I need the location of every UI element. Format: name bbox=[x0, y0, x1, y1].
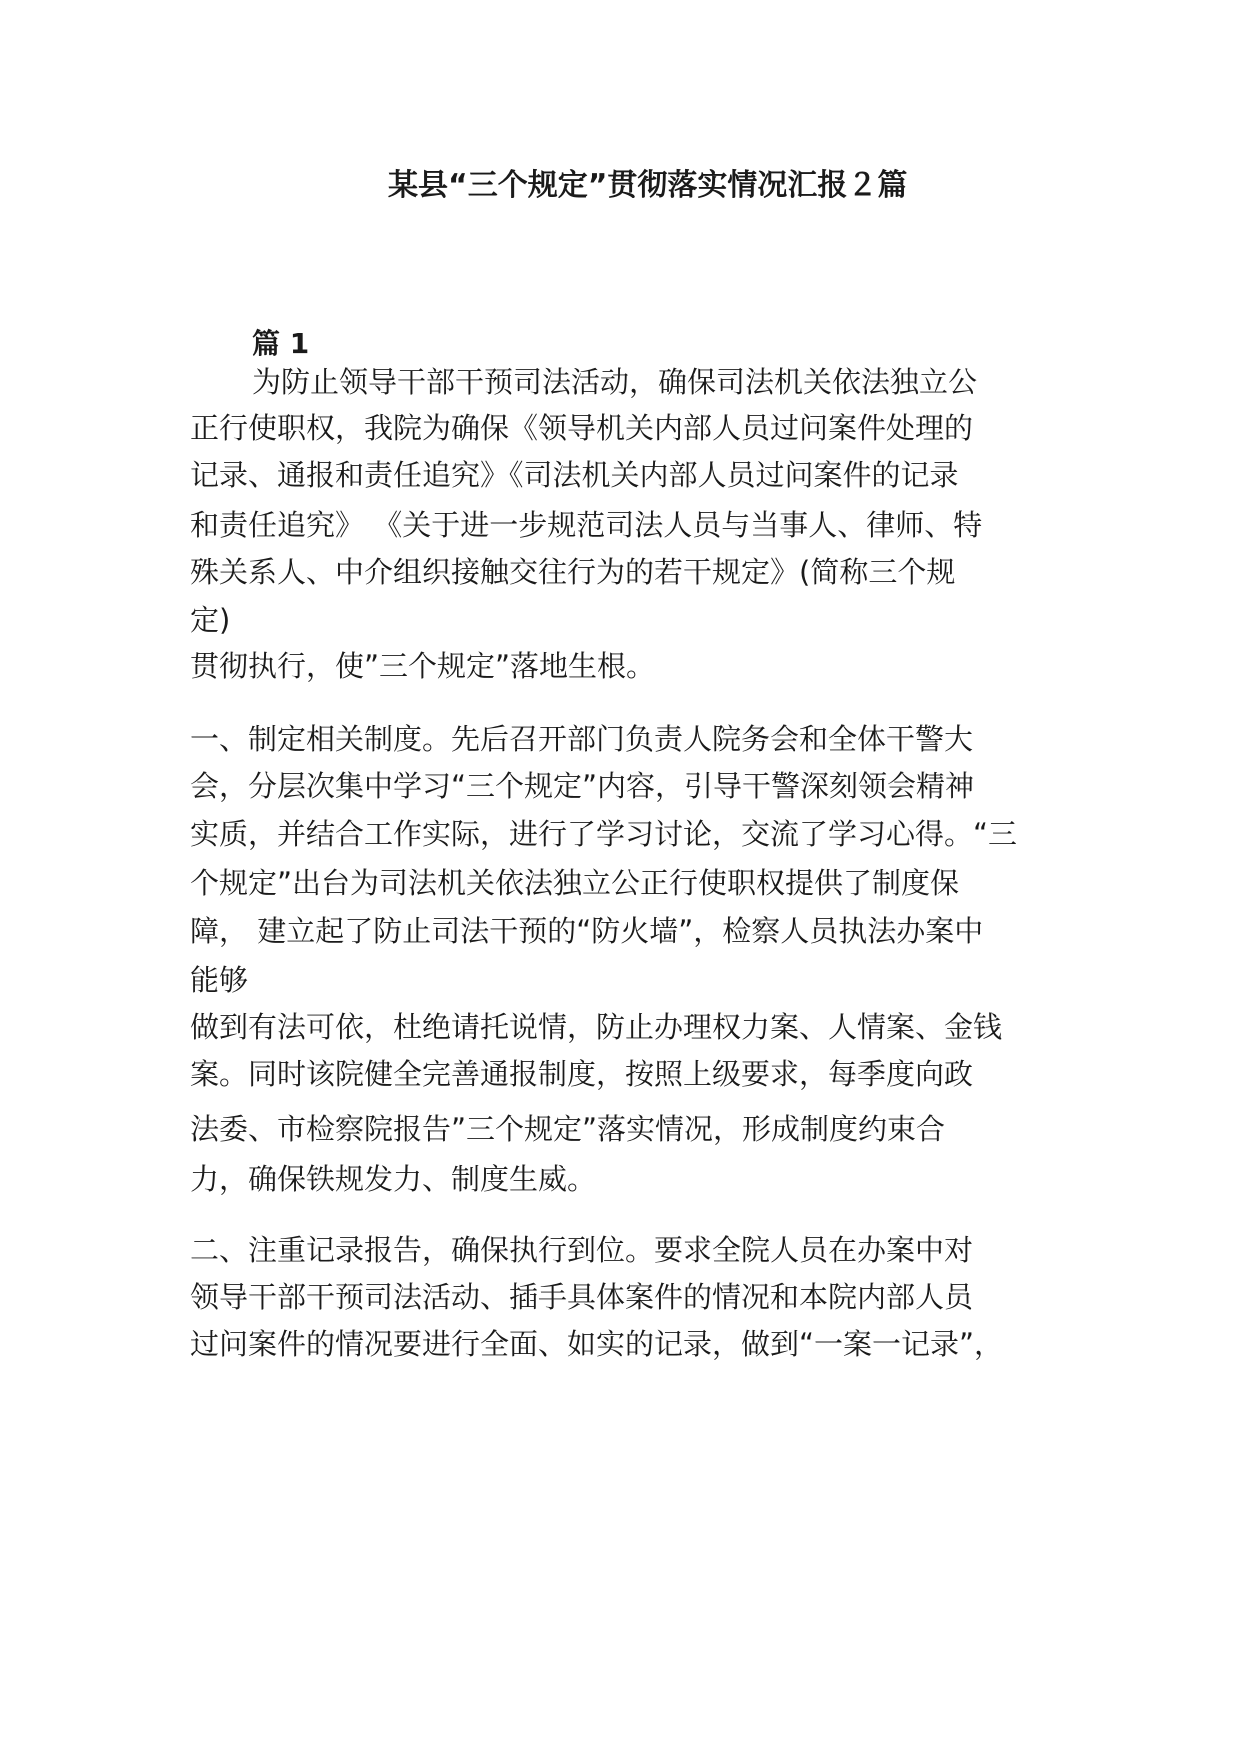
body-line: 贯彻执行，使”三个规定”落地生根。 bbox=[190, 649, 656, 683]
body-line: 障， 建立起了防止司法干预的“防火墙”，检察人员执法办案中 bbox=[190, 914, 984, 948]
section-heading: 篇 1 bbox=[252, 327, 310, 360]
body-line: 会，分层次集中学习“三个规定”内容，引导干警深刻领会精神 bbox=[190, 769, 975, 803]
body-line: 定) bbox=[190, 603, 231, 637]
body-line: 和责任追究》 《关于进一步规范司法人员与当事人、律师、特 bbox=[190, 508, 983, 542]
body-line: 二、注重记录报告，确保执行到位。要求全院人员在办案中对 bbox=[190, 1233, 974, 1267]
body-line: 案。同时该院健全完善通报制度，按照上级要求，每季度向政 bbox=[190, 1057, 974, 1091]
body-line: 正行使职权，我院为确保《领导机关内部人员过问案件处理的 bbox=[190, 411, 974, 445]
body-line: 做到有法可依，杜绝请托说情，防止办理权力案、人情案、金钱 bbox=[190, 1010, 1003, 1044]
body-line: 法委、市检察院报告”三个规定”落实情况，形成制度约束合 bbox=[190, 1112, 946, 1146]
body-line: 能够 bbox=[190, 963, 249, 997]
body-line: 为防止领导干部干预司法活动，确保司法机关依法独立公 bbox=[252, 365, 978, 399]
body-line: 记录、通报和责任追究》《司法机关内部人员过问案件的记录 bbox=[190, 458, 959, 492]
body-line: 力，确保铁规发力、制度生威。 bbox=[190, 1162, 597, 1196]
body-line: 领导干部干预司法活动、插手具体案件的情况和本院内部人员 bbox=[190, 1280, 974, 1314]
body-line: 个规定”出台为司法机关依法独立公正行使职权提供了制度保 bbox=[190, 866, 960, 900]
body-line: 一、制定相关制度。先后召开部门负责人院务会和全体干警大 bbox=[190, 722, 974, 756]
body-line: 过问案件的情况要进行全面、如实的记录，做到“一案一记录”， bbox=[190, 1327, 1004, 1361]
document-title: 某县“三个规定”贯彻落实情况汇报２篇 bbox=[388, 168, 908, 203]
body-line: 实质，并结合工作实际，进行了学习讨论，交流了学习心得。“三 bbox=[190, 817, 1018, 851]
body-line: 殊关系人、中介组织接触交往行为的若干规定》(简称三个规 bbox=[190, 555, 956, 589]
